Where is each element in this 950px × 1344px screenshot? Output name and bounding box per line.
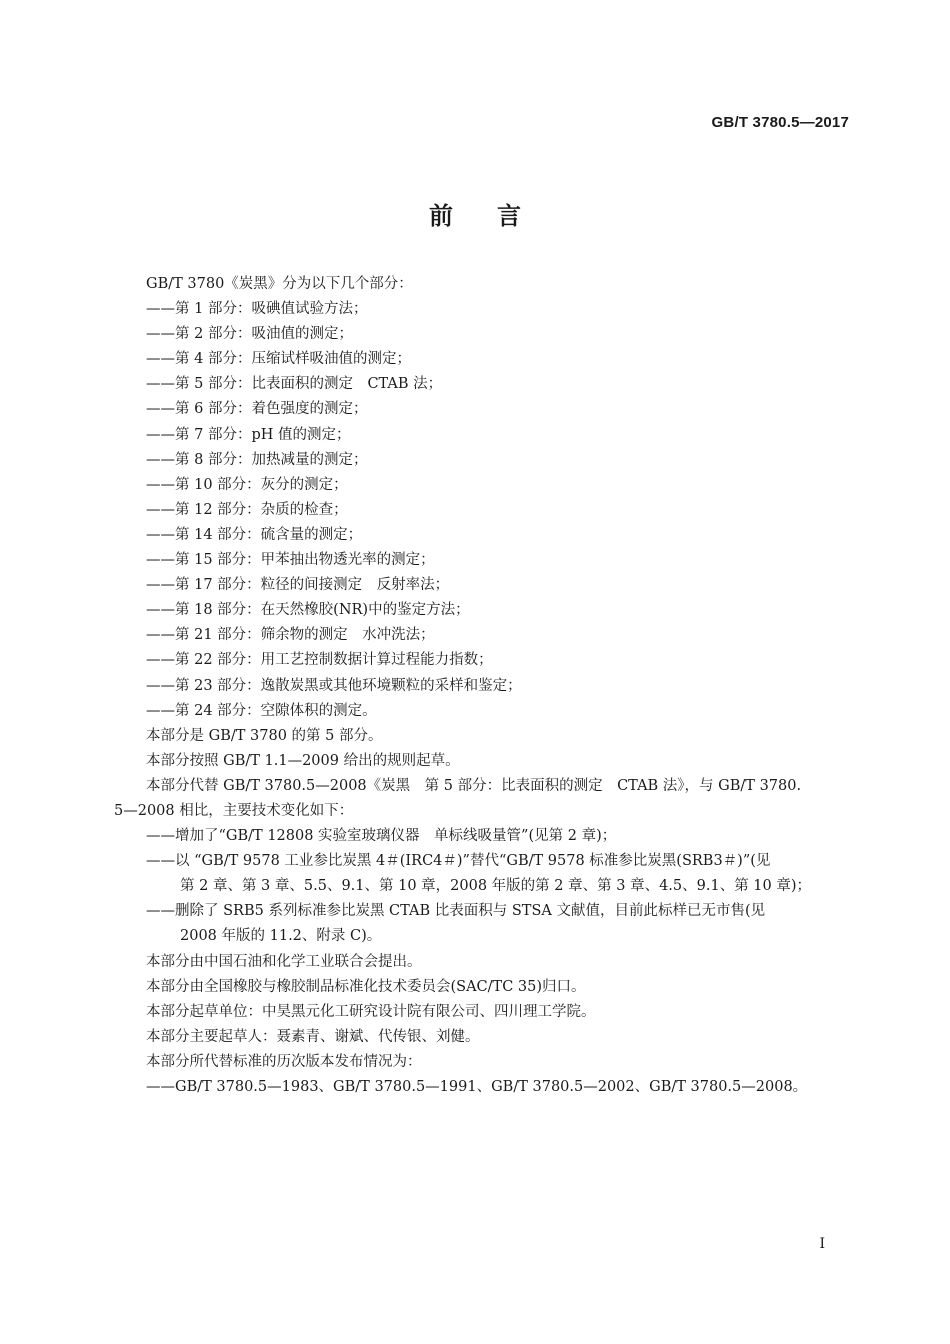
change-item: ——以 “GB/T 9578 工业参比炭黑 4＃(IRC4＃)”替代“GB/T 9578 标准参比炭黑(SRB3＃)”(见 [146, 853, 771, 870]
drafting-organizations: 本部分起草单位：中昊黑元化工研究设计院有限公司、四川理工学院。 [146, 1003, 596, 1020]
change-item-cont: 第 2 章、第 3 章、5.5、9.1、第 10 章，2008 年版的第 2 章、第 3 章、4.5、9.1、第 10 章)； [180, 878, 812, 895]
part-item: ——第 7 部分：pH 值的测定； [146, 426, 351, 443]
document-body [114, 272, 852, 1100]
page-title: 前言 [429, 202, 565, 230]
part-item: ——第 10 部分：灰分的测定； [146, 476, 348, 493]
part-item: ——第 17 部分：粒径的间接测定 反射率法； [146, 577, 450, 594]
standard-number: GB/T 3780.5—2017 [711, 114, 849, 131]
replacement-paragraph-cont: 5—2008 相比，主要技术变化如下： [114, 802, 354, 819]
technical-committee: 本部分由全国橡胶与橡胶制品标准化技术委员会(SAC/TC 35)归口。 [146, 978, 586, 995]
part-item: ——第 14 部分：硫含量的测定； [146, 526, 363, 543]
part-item: ——第 23 部分：逸散炭黑或其他环境颗粒的采样和鉴定； [146, 677, 522, 694]
part-item: ——第 4 部分：压缩试样吸油值的测定； [146, 351, 411, 368]
part-item: ——第 8 部分：加热减量的测定； [146, 451, 368, 468]
change-item-cont: 2008 年版的 11.2、附录 C)。 [180, 928, 382, 945]
version-history-intro: 本部分所代替标准的历次版本发布情况为： [146, 1053, 422, 1070]
part-item: ——第 24 部分：空隙体积的测定。 [146, 702, 377, 719]
intro-paragraph: GB/T 3780《炭黑》分为以下几个部分： [146, 276, 413, 292]
change-item: ——增加了“GB/T 12808 实验室玻璃仪器 单标线吸量管”(见第 2 章)； [146, 828, 617, 845]
part-item: ——第 18 部分：在天然橡胶(NR)中的鉴定方法； [146, 602, 470, 619]
part-item: ——第 1 部分：吸碘值试验方法； [146, 301, 368, 318]
part-item: ——第 6 部分：着色强度的测定； [146, 401, 368, 418]
part-item: ——第 21 部分：筛余物的测定 水冲洗法； [146, 627, 435, 644]
part-item: ——第 12 部分：杂质的检查； [146, 501, 348, 518]
part-item: ——第 2 部分：吸油值的测定； [146, 326, 353, 343]
drafting-rules: 本部分按照 GB/T 1.1—2009 给出的规则起草。 [146, 752, 460, 769]
change-item: ——删除了 SRB5 系列标准参比炭黑 CTAB 比表面积与 STSA 文献值，目前此标样已无市售(见 [146, 903, 766, 920]
part-item: ——第 22 部分：用工艺控制数据计算过程能力指数； [146, 652, 493, 669]
version-history-list: ——GB/T 3780.5—1983、GB/T 3780.5—1991、GB/T 3780.5—2002、GB/T 3780.5—2008。 [146, 1079, 808, 1095]
part-item: ——第 5 部分：比表面积的测定 CTAB 法； [146, 376, 443, 393]
page-number: I [819, 1236, 825, 1252]
proposed-by: 本部分由中国石油和化学工业联合会提出。 [146, 953, 422, 970]
replacement-paragraph: 本部分代替 GB/T 3780.5—2008《炭黑 第 5 部分：比表面积的测定 CTAB 法》，与 GB/T 3780. [146, 777, 802, 794]
part-item: ——第 15 部分：甲苯抽出物透光率的测定； [146, 552, 435, 569]
drafters: 本部分主要起草人：聂素青、谢斌、代传银、刘健。 [146, 1028, 480, 1045]
part-statement: 本部分是 GB/T 3780 的第 5 部分。 [146, 727, 383, 744]
